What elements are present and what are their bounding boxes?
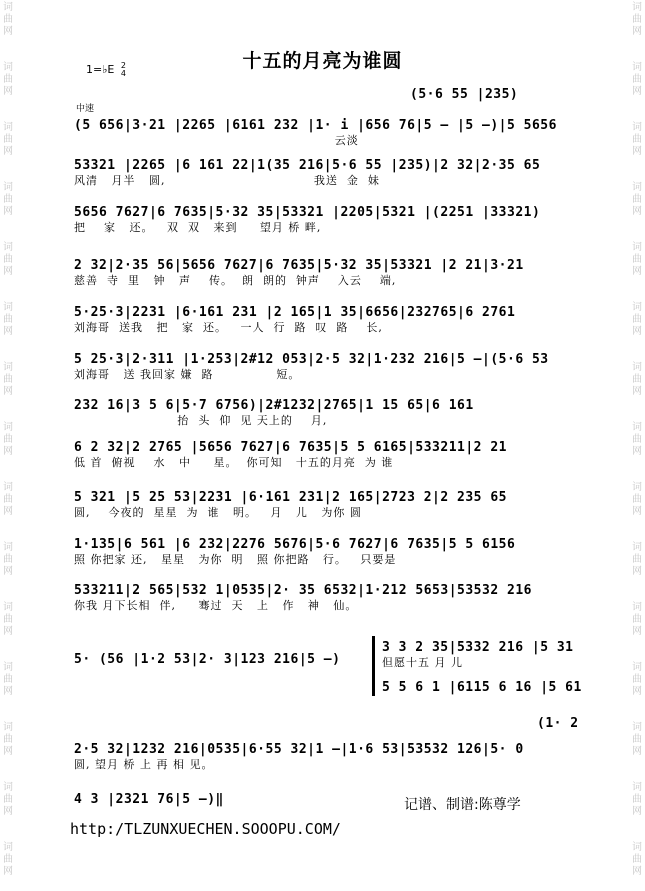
watermark-char: 曲 [3, 134, 13, 145]
lower-voice-notes: 5 5 6 1 |6115 6 16 |5 61 [382, 680, 582, 695]
watermark-char: 词 [3, 362, 13, 373]
notes-row: 533211|2 565|532 1|0535|2· 35 6532|1·212 5653|53532 216 [74, 583, 532, 598]
watermark-char: 网 [632, 446, 642, 457]
watermark-char: 网 [3, 26, 13, 37]
watermark-char: 曲 [632, 854, 642, 865]
intro-phrase: (5·6 55 |235) [410, 87, 519, 102]
notes-row: (5 656|3·21 |2265 |6161 232 |1· i |656 76|5 — |5 —)|5 5656 [74, 118, 557, 133]
time-signature [121, 62, 126, 78]
score-line [74, 583, 532, 612]
watermark-char: 词 [632, 182, 642, 193]
watermark-char: 曲 [3, 734, 13, 745]
watermark-char: 曲 [632, 434, 642, 445]
watermark-char: 词 [632, 2, 642, 13]
watermark-char: 曲 [632, 314, 642, 325]
watermark-char: 网 [3, 866, 13, 877]
watermark-char: 网 [632, 206, 642, 217]
watermark-char: 词 [632, 662, 642, 673]
watermark-char: 词 [632, 362, 642, 373]
watermark-char: 网 [632, 506, 642, 517]
time-sig-top: 2 [120, 61, 126, 70]
watermark-char: 曲 [632, 494, 642, 505]
watermark-char: 曲 [3, 254, 13, 265]
watermark-char: 网 [632, 686, 642, 697]
watermark-char: 词 [3, 302, 13, 313]
watermark-char: 曲 [632, 194, 642, 205]
watermark-char: 曲 [3, 854, 13, 865]
left-watermark-strip [0, 0, 16, 891]
line-13-lyrics: 圆, 望月 桥 上 再 相 见。 [74, 758, 214, 771]
watermark-mark [629, 362, 645, 398]
watermark-mark [0, 842, 16, 878]
watermark-mark [0, 122, 16, 158]
watermark-mark [0, 302, 16, 338]
notes-row: 2 32|2·35 56|5656 7627|6 7635|5·32 35|53321 |2 21|3·21 [74, 258, 524, 273]
watermark-mark [629, 542, 645, 578]
watermark-char: 曲 [632, 74, 642, 85]
score-line [74, 537, 515, 566]
watermark-char: 网 [3, 686, 13, 697]
score-line [74, 490, 507, 519]
watermark-mark [629, 782, 645, 818]
watermark-char: 网 [632, 626, 642, 637]
watermark-mark [0, 542, 16, 578]
watermark-char: 网 [632, 26, 642, 37]
score-line-12 [74, 652, 340, 668]
key-signature [86, 62, 126, 78]
watermark-char: 词 [3, 242, 13, 253]
right-watermark-strip [629, 0, 645, 891]
watermark-char: 网 [632, 746, 642, 757]
watermark-char: 曲 [3, 194, 13, 205]
score-brace [372, 636, 375, 696]
lyrics-row: 风清 月半 圆, 我送 金 妹 [74, 174, 380, 187]
watermark-char: 曲 [632, 734, 642, 745]
watermark-mark [629, 662, 645, 698]
watermark-char: 词 [632, 122, 642, 133]
lyrics-row: 慈善 寺 里 钟 声 传。 朗 朗的 钟声 入云 端, [74, 274, 397, 287]
notes-row: 5·25·3|2231 |6·161 231 |2 165|1 35|6656|232765|6 2761 [74, 305, 516, 320]
notes-row: 5 321 |5 25 53|2231 |6·161 231|2 165|2723 2|2 235 65 [74, 490, 507, 505]
watermark-char: 网 [632, 326, 642, 337]
watermark-char: 词 [632, 782, 642, 793]
watermark-char: 词 [3, 662, 13, 673]
score-line [74, 158, 540, 187]
key-label: 1=♭E [86, 63, 115, 76]
watermark-mark [0, 602, 16, 638]
watermark-char: 网 [3, 206, 13, 217]
watermark-char: 曲 [632, 674, 642, 685]
song-title: 十五的月亮为谁圆 [242, 50, 403, 72]
lyrics-row: 照 你把家 还, 星星 为你 明 照 你把路 行。 只要是 [74, 553, 397, 566]
watermark-char: 曲 [3, 674, 13, 685]
watermark-char: 词 [632, 542, 642, 553]
notes-row: 6 2 32|2 2765 |5656 7627|6 7635|5 5 6165|533211|2 21 [74, 440, 507, 455]
watermark-char: 网 [3, 566, 13, 577]
watermark-char: 网 [632, 806, 642, 817]
watermark-mark [0, 242, 16, 278]
watermark-char: 词 [632, 242, 642, 253]
watermark-char: 词 [3, 842, 13, 853]
watermark-char: 曲 [3, 554, 13, 565]
score-line [74, 118, 557, 147]
watermark-char: 曲 [632, 554, 642, 565]
notes-row: 5656 7627|6 7635|5·32 35|53321 |2205|5321 |(2251 |33321) [74, 205, 541, 220]
watermark-mark [0, 2, 16, 38]
watermark-char: 曲 [3, 434, 13, 445]
watermark-char: 词 [3, 122, 13, 133]
watermark-mark [0, 422, 16, 458]
line-12-notes: 5· (56 |1·2 53|2· 3|123 216|5 —) [74, 652, 341, 667]
watermark-char: 网 [3, 626, 13, 637]
score-line [74, 352, 549, 381]
watermark-char: 词 [3, 182, 13, 193]
watermark-mark [0, 482, 16, 518]
notes-row: 232 16|3 5 6|5·7 6756)|2#1232|2765|1 15 65|6 161 [74, 398, 474, 413]
watermark-char: 曲 [3, 494, 13, 505]
watermark-char: 曲 [3, 314, 13, 325]
watermark-mark [0, 722, 16, 758]
watermark-char: 词 [632, 602, 642, 613]
lower-voice [382, 680, 582, 696]
watermark-char: 网 [632, 866, 642, 877]
credit-line: 记谱、制谱:陈尊学 [404, 797, 521, 813]
watermark-char: 词 [3, 602, 13, 613]
lyrics-row: 刘海哥 送我 把 家 还。 一人 行 路 叹 路 长, [74, 321, 383, 334]
watermark-mark [0, 782, 16, 818]
tempo-marking: 中速 [76, 104, 95, 114]
score-line [74, 205, 540, 234]
line-13-lead: (1· 2 [537, 716, 579, 731]
line-13-notes: 2·5 32|1232 216|0535|6·55 32|1 —|1·6 53|53532 126|5· 0 [74, 742, 524, 757]
website-url: http:/TLZUNXUECHEN.SOOOPU.COM/ [70, 820, 341, 838]
watermark-mark [629, 242, 645, 278]
watermark-char: 词 [632, 482, 642, 493]
lyrics-row: 你我 月下长相 伴, 骞过 天 上 作 神 仙。 [74, 599, 358, 612]
watermark-char: 曲 [632, 374, 642, 385]
watermark-mark [629, 2, 645, 38]
watermark-char: 词 [3, 722, 13, 733]
upper-voice-notes: 3 3 2 35|5332 216 |5 31 [382, 640, 574, 655]
ending-notes: 4 3 |2321 76|5 —)‖ [74, 792, 224, 807]
lyrics-row: 圆, 今夜的 星星 为 谁 明。 月 儿 为你 圆 [74, 506, 362, 519]
watermark-char: 网 [3, 746, 13, 757]
watermark-mark [629, 842, 645, 878]
watermark-char: 词 [3, 2, 13, 13]
watermark-char: 网 [632, 566, 642, 577]
watermark-mark [0, 362, 16, 398]
watermark-char: 曲 [3, 614, 13, 625]
watermark-char: 网 [3, 446, 13, 457]
time-sig-bottom: 4 [120, 69, 126, 78]
lyrics-row: 刘海哥 送 我回家 嫌 路 短。 [74, 368, 301, 381]
score-line-13 [74, 742, 524, 771]
upper-voice [382, 640, 574, 669]
watermark-mark [629, 722, 645, 758]
watermark-char: 词 [632, 422, 642, 433]
watermark-char: 曲 [3, 374, 13, 385]
watermark-char: 词 [632, 62, 642, 73]
watermark-char: 曲 [3, 74, 13, 85]
watermark-char: 曲 [632, 614, 642, 625]
watermark-mark [629, 422, 645, 458]
lyrics-row: 抬 头 仰 见 天上的 月, [74, 414, 328, 427]
watermark-mark [629, 602, 645, 638]
watermark-char: 词 [632, 722, 642, 733]
watermark-char: 曲 [3, 14, 13, 25]
watermark-char: 网 [3, 86, 13, 97]
watermark-mark [629, 122, 645, 158]
watermark-mark [0, 662, 16, 698]
watermark-char: 网 [3, 266, 13, 277]
score-line [74, 440, 507, 469]
watermark-char: 词 [3, 542, 13, 553]
lyrics-row: 低 首 俯视 水 中 星。 你可知 十五的月亮 为 谁 [74, 456, 394, 469]
watermark-char: 曲 [3, 794, 13, 805]
score-ending [74, 792, 224, 808]
lyrics-row: 云淡 [74, 134, 359, 147]
watermark-mark [629, 482, 645, 518]
upper-voice-lyrics: 但愿十五 月 儿 [382, 656, 463, 669]
score-line [74, 398, 474, 427]
watermark-char: 词 [3, 482, 13, 493]
watermark-char: 曲 [632, 794, 642, 805]
notes-row: 1·135|6 561 |6 232|2276 5676|5·6 7627|6 7635|5 5 6156 [74, 537, 516, 552]
watermark-char: 网 [3, 506, 13, 517]
notes-row: 5 25·3|2·311 |1·253|2#12 053|2·5 32|1·232 216|5 —|(5·6 53 [74, 352, 549, 367]
watermark-mark [629, 182, 645, 218]
watermark-char: 词 [3, 62, 13, 73]
watermark-char: 网 [3, 386, 13, 397]
watermark-char: 词 [3, 782, 13, 793]
watermark-char: 曲 [632, 134, 642, 145]
watermark-char: 网 [632, 86, 642, 97]
lyrics-row: 把 家 还。 双 双 来到 望月 桥 畔, [74, 221, 322, 234]
watermark-char: 网 [632, 266, 642, 277]
watermark-char: 词 [632, 842, 642, 853]
score-line [74, 258, 524, 287]
watermark-char: 网 [3, 806, 13, 817]
watermark-char: 网 [3, 146, 13, 157]
watermark-char: 词 [3, 422, 13, 433]
watermark-char: 曲 [632, 14, 642, 25]
watermark-mark [0, 182, 16, 218]
watermark-char: 词 [632, 302, 642, 313]
watermark-mark [629, 302, 645, 338]
score-line [74, 305, 515, 334]
watermark-char: 网 [632, 386, 642, 397]
watermark-char: 曲 [632, 254, 642, 265]
notes-row: 53321 |2265 |6 161 22|1(35 216|5·6 55 |235)|2 32|2·35 65 [74, 158, 541, 173]
watermark-char: 网 [3, 326, 13, 337]
watermark-char: 网 [632, 146, 642, 157]
